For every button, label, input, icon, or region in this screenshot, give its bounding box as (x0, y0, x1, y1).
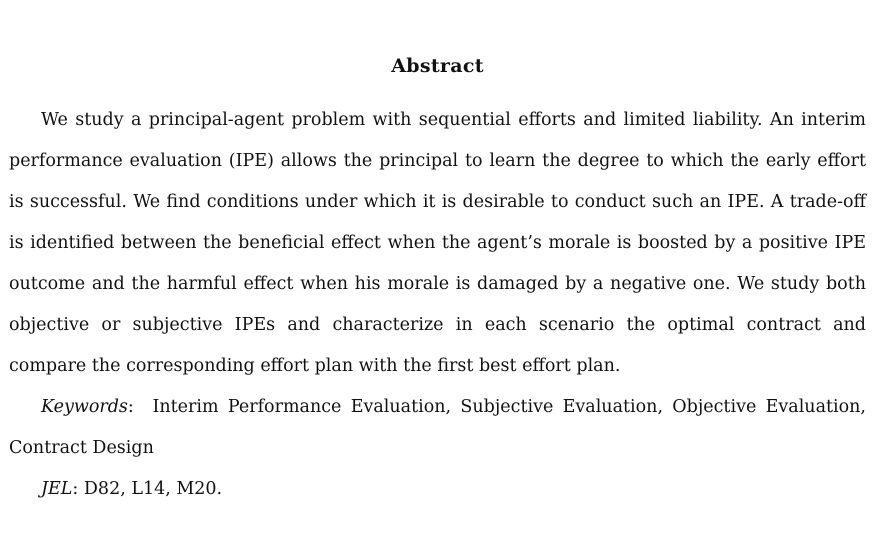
keywords-text: Interim Performance Evaluation, Subjective Evaluation, Objective Evaluation, Contract Design (9, 397, 866, 458)
jel-codes: D82, L14, M20. (83, 479, 223, 499)
abstract-body: We study a principal-agent problem with sequential efforts and limited liability. An interim performance evaluation (IPE) allows the principal to learn the degree to which the early effort is successful. We find conditions under which it is desirable to conduct such an IPE. A trade-off is identified between the beneficial effect when the agent’s morale is boosted by a positive IPE outcome and the harmful effect when his morale is damaged by a negative one. We study both objective or subjective IPEs and characterize in each scenario the optimal contract and compare the corresponding effort plan with the first best effort plan. (9, 110, 866, 376)
jel-line (9, 469, 866, 510)
keywords-separator: : (127, 397, 134, 417)
keywords-line (9, 387, 866, 469)
jel-label: JEL (41, 479, 73, 499)
abstract-title: Abstract (391, 55, 484, 77)
jel-separator: : (72, 479, 79, 499)
keywords-label: Keywords (41, 397, 128, 417)
